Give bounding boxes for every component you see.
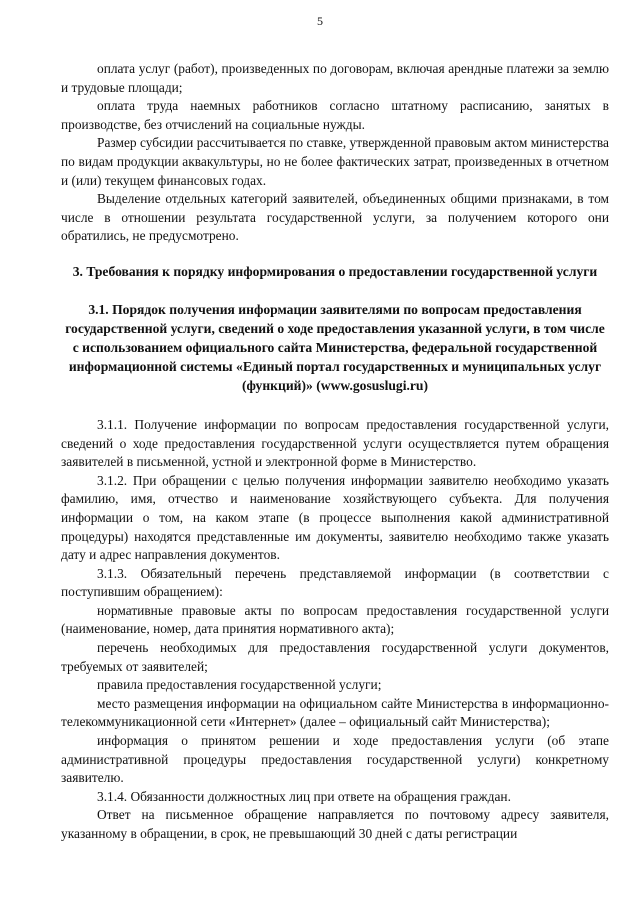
section-heading: 3. Требования к порядку информирования о предоставлении государственной услуги <box>72 263 598 279</box>
document-body <box>61 60 609 844</box>
list-item-decision-info: информация о принятом решении и ходе предоставления услуги (об этапе административной процедуры предоставления государственной услуги) конкретному заявителю. <box>61 733 609 786</box>
paragraph-payment-services: оплата услуг (работ), произведенных по договорам, включая арендные платежи за землю и трудовые площади; <box>61 61 609 95</box>
paragraph-3-1-3: 3.1.3. Обязательный перечень представляемой информации (в соответствии с поступившим обращением): <box>61 565 609 600</box>
list-item-documents: перечень необходимых для предоставления государственной услуги документов, требуемых от заявителей; <box>61 640 609 674</box>
list-item-normative-acts: нормативные правовые акты по вопросам предоставления государственной услуги (наименование, номер, дата принятия нормативного акта); <box>61 602 609 637</box>
paragraph-applicant-categories: Выделение отдельных категорий заявителей, объединенных общими признаками, в том числе в отношении результата государственной услуги, за получением которого они обратились, не предусмотрено. <box>61 191 609 244</box>
list-item-rules: правила предоставления государственной услуги; <box>97 677 382 693</box>
page-number: 5 <box>317 14 323 28</box>
paragraph-3-1-1: 3.1.1. Получение информации по вопросам предоставления государственной услуги, сведений о ходе предоставления государственной услуги осуществляется путем обращения заявителей в письменной, устной и электронной форме в Министерство. <box>61 416 609 470</box>
subsection-heading: 3.1. Порядок получения информации заявителями по вопросам предоставления государственной услуги, сведений о ходе предоставления указанной услуги, в том числе с использованием официального сайта Министерства, федеральной государственной информационной системы «Единый портал государственных и муниципальных услуг (функций)» (www.gosuslugi.ru) <box>65 301 605 393</box>
paragraph-subsidy-size: Размер субсидии рассчитывается по ставке, утвержденной правовым актом министерства по видам продукции аквакультуры, но не более фактических затрат, произведенных в отчетном и (или) текущем финансовых годах. <box>61 135 609 188</box>
paragraph-written-reply: Ответ на письменное обращение направляется по почтовому адресу заявителя, указанному в обращении, в срок, не превышающий 30 дней с даты регистрации <box>61 807 609 841</box>
paragraph-payment-labor: оплата труда наемных работников согласно штатному расписанию, занятых в производстве, без отчислений на социальные нужды. <box>61 98 609 132</box>
paragraph-3-1-2: 3.1.2. При обращении с целью получения информации заявителю необходимо указать фамилию, имя, отчество и наименование хозяйствующего субъекта. Для получения информации о том, на каком этапе (в процессе выполнения какой административной процедуры) находятся представленные им документы, заявителю необходимо также указать дату и адрес направления документов. <box>61 472 609 563</box>
list-item-website: место размещения информации на официальном сайте Министерства в информационно-телекоммуникационной сети «Интернет» (далее – официальный сайт Министерства); <box>61 695 609 730</box>
paragraph-3-1-4: 3.1.4. Обязанности должностных лиц при ответе на обращения граждан. <box>97 788 511 804</box>
